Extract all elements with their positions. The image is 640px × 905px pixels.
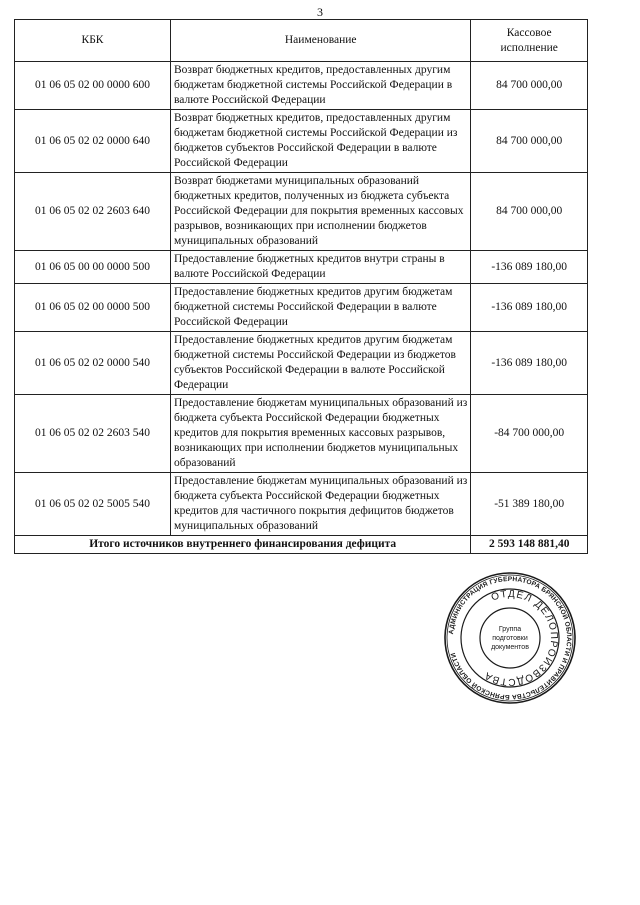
header-amount-line1: Кассовое: [506, 26, 552, 39]
name-cell: Предоставление бюджетам муниципальных образований из бюджета субъекта Российской Федерации бюджетных кредитов для частичного покрытия дефицитов бюджетов муниципальных образований: [171, 473, 471, 536]
table-header-row: [15, 20, 588, 62]
name-cell: Предоставление бюджетных кредитов другим бюджетам бюджетной системы Российской Федерации в валюте Российской Федерации: [171, 284, 471, 332]
table-row: [15, 284, 588, 332]
amount-cell: -136 089 180,00: [471, 251, 588, 284]
kbk-cell: 01 06 05 02 02 0000 640: [15, 110, 171, 173]
header-amount-line2: исполнение: [500, 41, 558, 54]
name-cell: Предоставление бюджетам муниципальных образований из бюджета субъекта Российской Федерации бюджетных кредитов для покрытия временных кассовых разрывов, возникающих при исполнении бюджетов муниципальных образований: [171, 395, 471, 473]
official-stamp: [443, 571, 577, 705]
name-cell: Предоставление бюджетных кредитов другим бюджетам бюджетной системы Российской Федерации из бюджетов субъектов Российской Федерации в валюте Российской Федерации: [171, 332, 471, 395]
stamp-inner-ring-textpath: ОТДЕЛ ДЕЛОПРОИЗВОДСТВА: [482, 588, 560, 688]
name-cell: Возврат бюджетных кредитов, предоставленных другим бюджетам бюджетной системы Российской Федерации в валюте Российской Федерации: [171, 62, 471, 110]
table-row: [15, 395, 588, 473]
amount-cell: -51 389 180,00: [471, 473, 588, 536]
header-amount: [471, 20, 588, 62]
table-row: [15, 473, 588, 536]
name-cell: Возврат бюджетами муниципальных образований бюджетных кредитов, полученных из бюджета субъекта Российской Федерации для покрытия временных кассовых разрывов, возникающих при исполнении бюджетов муниципальных образований: [171, 173, 471, 251]
amount-cell: 84 700 000,00: [471, 62, 588, 110]
kbk-cell: 01 06 05 00 00 0000 500: [15, 251, 171, 284]
kbk-cell: 01 06 05 02 00 0000 500: [15, 284, 171, 332]
header-name: Наименование: [171, 20, 471, 62]
header-kbk: КБК: [15, 20, 171, 62]
table-row: [15, 251, 588, 284]
total-row: [15, 536, 588, 554]
table-row: [15, 173, 588, 251]
budget-table: [14, 19, 588, 554]
kbk-cell: 01 06 05 02 02 0000 540: [15, 332, 171, 395]
page-number: 3: [317, 5, 323, 19]
kbk-cell: 01 06 05 02 02 2603 540: [15, 395, 171, 473]
table-row: [15, 62, 588, 110]
amount-cell: -84 700 000,00: [471, 395, 588, 473]
kbk-cell: 01 06 05 02 02 2603 640: [15, 173, 171, 251]
amount-cell: -136 089 180,00: [471, 332, 588, 395]
stamp-center-line-1: Группа: [498, 626, 522, 633]
table-row: [15, 332, 588, 395]
kbk-cell: 01 06 05 02 00 0000 600: [15, 62, 171, 110]
amount-cell: 84 700 000,00: [471, 110, 588, 173]
table-row: [15, 110, 588, 173]
amount-cell: -136 089 180,00: [471, 284, 588, 332]
name-cell: Предоставление бюджетных кредитов внутри страны в валюте Российской Федерации: [171, 251, 471, 284]
stamp-center-line-2: подготовки: [492, 635, 528, 642]
total-amount: 2 593 148 881,40: [471, 536, 588, 554]
name-cell: Возврат бюджетных кредитов, предоставленных другим бюджетам бюджетной системы Российской Федерации из бюджетов субъектов Российской Федерации в валюте Российской Федерации: [171, 110, 471, 173]
total-label: Итого источников внутреннего финансирования дефицита: [15, 536, 471, 554]
stamp-ring-textpath: АДМИНИСТРАЦИЯ ГУБЕРНАТОРА БРЯНСКОЙ ОБЛАСТИ И ПРАВИТЕЛЬСТВА БРЯНСКОЙ ОБЛАСТИ: [448, 575, 573, 701]
stamp-center-line-3: документов: [491, 644, 529, 651]
kbk-cell: 01 06 05 02 02 5005 540: [15, 473, 171, 536]
amount-cell: 84 700 000,00: [471, 173, 588, 251]
